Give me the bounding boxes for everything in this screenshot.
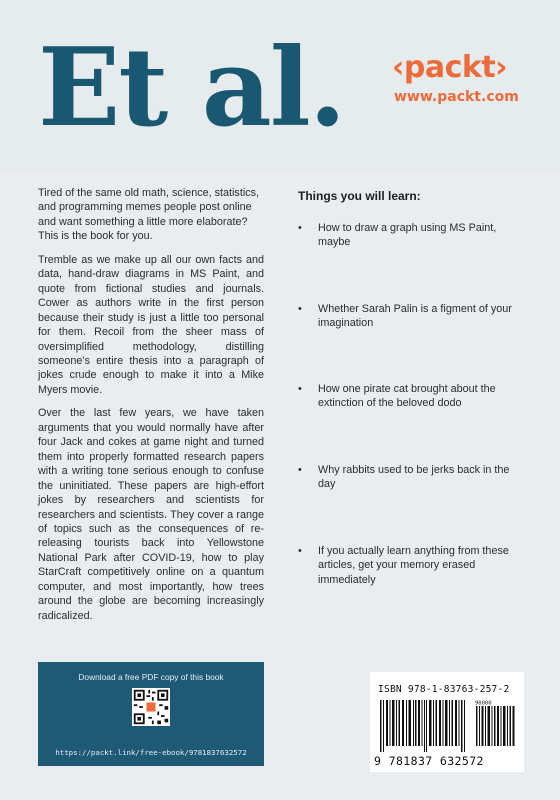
learn-list-item [298, 544, 526, 587]
learn-item-text: Whether Sarah Palin is a figment of your imagination [318, 303, 512, 330]
bullet-icon: • [298, 464, 302, 476]
promo-url[interactable]: https://packt.link/free-ebook/9781837632572 [55, 748, 247, 757]
description-paragraph: Tired of the same old math, science, statistics, and programming memes people post online and want something a little more elaborate? This is the book for you. [38, 187, 260, 243]
promo-title: Download a free PDF copy of this book [78, 672, 224, 682]
bullet-icon: • [298, 222, 302, 234]
book-description [38, 186, 264, 632]
learn-list-item [298, 463, 526, 492]
isbn-barcode [370, 672, 524, 772]
barcode-icon [380, 700, 516, 752]
learn-item-text: Why rabbits used to be jerks back in the day [318, 464, 510, 491]
learn-item-text: If you actually learn anything from these articles, get your memory erased immediately [318, 545, 509, 586]
learn-list-item [298, 382, 526, 411]
barcode-addon-code: 90000 [475, 700, 492, 707]
learn-list-item [298, 221, 526, 250]
learn-heading: Things you will learn: [298, 189, 421, 203]
barcode-digits: 9 781837 632572 [374, 754, 484, 768]
isbn-label: ISBN 978-1-83763-257-2 [378, 684, 510, 695]
book-title: Et al. [38, 25, 345, 151]
bullet-icon: • [298, 545, 302, 557]
learn-item-text: How to draw a graph using MS Paint, maybe [318, 222, 497, 249]
publisher-logo: ‹packt› [392, 50, 508, 85]
qr-code-icon[interactable] [132, 688, 170, 726]
learn-list-item [298, 302, 526, 331]
bullet-icon: • [298, 303, 302, 315]
publisher-url[interactable]: www.packt.com [394, 89, 519, 105]
bullet-icon: • [298, 383, 302, 395]
free-pdf-promo [38, 662, 264, 766]
description-paragraph: Tremble as we make up all our own facts and data, hand-draw diagrams in MS Paint, and quote from fictional studies and journals. Cower as authors write in the first person because their study is just a little too personal for them. Recoil from the sheer mass of oversimplified methodology, distilling someone’s entire thesis into a paragraph of jokes crude enough to make it into a Mike Myers movie. [38, 253, 264, 396]
description-paragraph: Over the last few years, we have taken arguments that you would normally have after four Jack and cokes at game night and turned them into properly formatted research papers with a writing tone serious enough to confuse the uninitiated. These papers are high-effort jokes by researchers and scientists for researchers and scientists. They cover a range of topics such as the consequences of re-releasing tourists back into Yellowstone National Park after COVID-19, how to play StarCraft competitively online on a quantum computer, and most importantly, how trees around the globe are becoming increasingly radicalized. [38, 407, 264, 622]
learn-item-text: How one pirate cat brought about the extinction of the beloved dodo [318, 383, 496, 410]
